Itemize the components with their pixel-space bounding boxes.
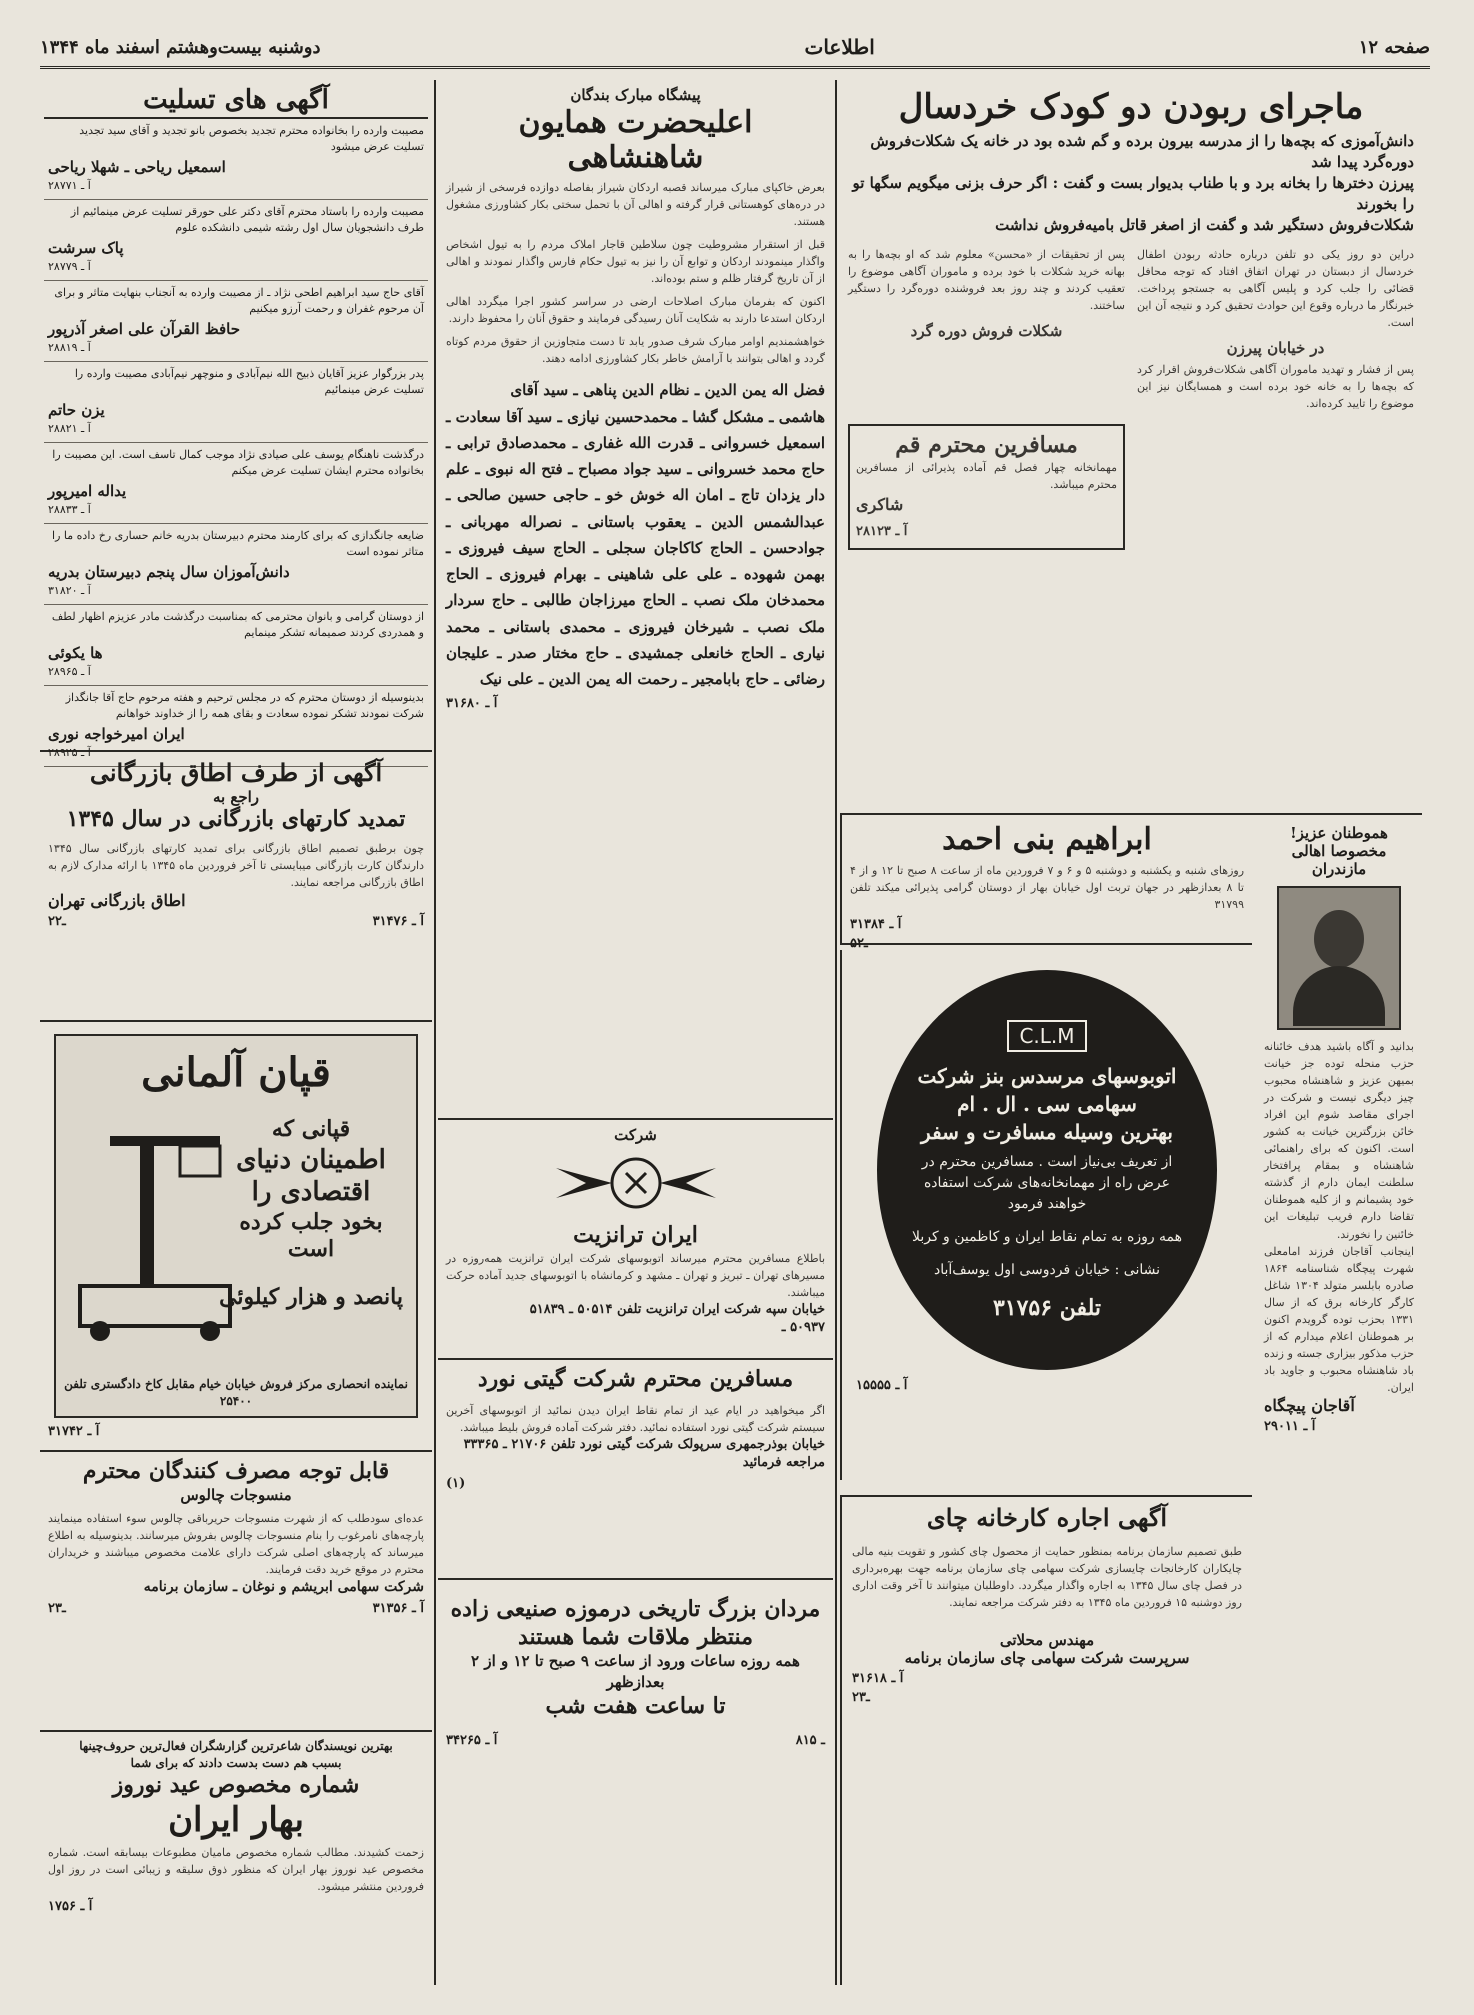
mazandaran-text-2: اینجانب آقاجان فرزند امامعلی شهرت پیچگاه شناسنامه ۱۸۶۴ صادره بابلسر متولد ۱۳۰۴ شاغل کارگر کارخانه برق که از سال ۱۳۳۱ بحزب توده گرویدم اکنون بر هموطنان اعلام میدارم که از حزب مذکور بیزاری جسته و زنده باد شاهنشاه محبوب و جاوید باد ایران. [1264,1244,1414,1394]
chamber-sub-2: تمدید کارتهای بازرگانی در سال ۱۳۴۵ [66,806,406,832]
iran-transit-title: شرکت [614,1126,657,1144]
condolence-item [44,443,428,524]
chalus-code: آ ـ ۳۱۳۵۶ [372,1601,424,1617]
chamber-code: آ ـ ۳۱۴۷۶ [372,913,424,929]
congratulation-text-1: بعرض خاکپای مبارک میرساند قصبه اردکان شیراز بفاصله دوازده فرسخی از شیراز در دره‌های کوهستانی قرار گرفته و اهالی آن با تحمل سختی بکار کشاورزی مشغول هستند. [446,181,825,229]
bahar-iran-ad [40,1732,432,1982]
tea-factory-text: طبق تصمیم سازمان برنامه بمنظور حمایت از محصول چای کشور و تقویت بنیه مالی چایکاران کارخانجات چایسازی شرکت سهامی چای سازمان برنامه جهت بهره‌برداری در فصل چای سال ۱۳۴۵ به اجاره واگذار میگردد. داوطلبان میتوانند تا آخر وقت اداری روز دوشنبه ۱۵ فروردین ماه ۱۳۴۵ به دفتر شرکت مراجعه نمایند. [852,1545,1242,1610]
bus-ad-oval [877,970,1217,1370]
museum-line-3: همه روزه ساعات ورود از ساعت ۹ صبح تا ۱۲ و از ۲ بعدازظهر [471,1652,800,1691]
condolence-text: پدر بزرگوار عزیز آقایان ذبیح الله نیم‌آبادی و منوچهر نیم‌آبادی مصیبت وارده را تسلیت عرض مینمائیم [74,366,424,396]
condolence-signer: دانش‌آموزان سال پنجم دبیرستان بدریه [48,562,290,581]
chalus-ref: ۲ـ۳ [48,1601,66,1617]
main-story-col-a-sub: در خیابان پیرزن [1226,339,1325,358]
iran-transit-address: خیابان سپه شرکت ایران ترانزیت تلفن ۵۰۵۱۴ ـ ۵۱۸۳۹ [529,1301,825,1317]
bahar-text: زحمت کشیدند. مطالب شماره مخصوص مامیان مطبوعات بیسابقه است. شماره مخصوص عید نوروز بهار ایران که منظور ذوق سلیقه و زیبائی است در روز اول فروردین منتشر میشود. [48,1846,424,1894]
congratulation-body [446,179,825,367]
center-column [438,80,833,1985]
museum-code-left: آ ـ ۳۴۲۶۵ [446,1732,498,1748]
condolence-signer: حافظ القرآن علی اصغر آذرپور [48,319,241,338]
giti-nord-ref: (۱) [446,1475,466,1491]
bus-ad [840,950,1252,1480]
condolence-code: آ ـ ۲۸۷۷۱ [48,179,91,192]
bus-ad-line-2: بهترین وسیله مسافرت و سفر [921,1119,1173,1144]
condolence-signer: اسمعیل ریاحی ـ شهلا ریاحی [48,157,226,176]
scale-ad-line-4: پانصد و هزار کیلوئی [219,1283,403,1310]
museum-line-1: مردان بزرگ تاریخی درموزه صنیعی زاده [450,1596,821,1622]
qom-guests-ad [848,424,1125,551]
condolence-text: آقای حاج سید ابراهیم اطحی نژاد ـ از مصیبت وارده به آنجناب بنهایت متاثر و برای آن مرحوم غفران و رحمت آرزو میکنیم [54,285,424,315]
chamber-of-commerce-ad [40,752,432,1022]
iran-transit-text: باطلاع مسافرین محترم میرساند اتوبوسهای شرکت ایران ترانزیت همه‌روزه در مسیرهای تهران ـ تبریز و تهران ـ مشهد و کرمانشاه با اتوبوسهای جدید آماده حرکت میباشند. [446,1251,825,1299]
portrait-head [1314,910,1364,968]
congratulation-code: آ ـ ۳۱۶۸۰ [446,696,498,712]
condolence-item [44,605,428,686]
condolence-signer: پاک سرشت [48,238,124,257]
condolence-item [44,362,428,443]
condolence-item [44,524,428,605]
ebrahim-title: ابراهیم بنی احمد [942,822,1152,857]
museum-line-2: منتظر ملاقات شما هستند [518,1623,753,1650]
page-number: صفحه ۱۲ [1358,36,1430,58]
main-story-subtitle-3: شکلات‌فروش دستگیر شد و گفت از اصغر قاتل بامیه‌فروش نداشت [995,216,1414,235]
chamber-sign: اطاق بازرگانی تهران [48,890,186,910]
qom-guests-code: آ ـ ۲۸۱۲۳ [856,523,908,539]
chamber-text: چون برطبق تصمیم اطاق بازرگانی برای تمدید کارتهای بازرگانی سال ۱۳۴۵ دارندگان کارت بازرگانی میبایستی تا آخر فروردین ماه ۱۳۴۵ با ارائه مدارک لازم به اطاق بازرگانی مراجعه نمایند. [48,841,424,889]
qom-guests-sign: شاکری [856,495,904,515]
congratulation-title: اعلیحضرت همایون شاهنشاهی [518,105,753,175]
condolence-text: ضایعه جانگدازی که برای کارمند محترم دبیرستان بدریه خانم حساری رخ داده ما را متاثر نموده است [52,528,424,558]
condolences-title: آگهی های تسلیت [44,84,428,119]
chalus-text: عده‌ای سودطلب که از شهرت منسوجات حریرباقی چالوس سوء استفاده مینمایند پارچه‌های نامرغوب را بنام منسوجات چالوس بفروش میرسانند. بدینوسیله به اطلاع میرساند که پارچه‌های اصلی شرکت دارای علامت مخصوص میباشند و خریداران محترم در موقع خرید دقت فرمایند. [48,1511,424,1576]
main-story-col-b: پس از تحقیقات از «محسن» معلوم شد که او بچه‌ها را به بهانه خرید شکلات با خود برده و ماموران آگاهی موضوع را تعقیب کردند و چند روز بعد فروشنده دوره‌گرد را دستگیر ساختند. [848,248,1125,313]
scale-ad-code: آ ـ ۳۱۷۴۲ [48,1424,100,1439]
bus-ad-code: آ ـ ۱۵۵۵۵ [856,1378,908,1393]
condolence-text: مصیبت وارده را بخانواده محترم تجدید بخصوص بانو تجدید و آقای سید تجدید تسلیت عرض میشود [79,123,424,153]
ebrahim-ad [840,815,1252,951]
tea-factory-ref: ۲ـ۳ [852,1690,870,1706]
condolence-signer: ها یکوئی [48,643,103,662]
condolence-code: آ ـ ۳۱۸۲۰ [48,584,91,597]
bus-ad-line-3: از تعریف بی‌نیاز است . مسافرین محترم در عرض راه از مهمانخانه‌های شرکت استفاده خواهند فرمود [921,1153,1173,1212]
condolence-code: آ ـ ۲۸۹۲۵ [48,746,91,759]
mazandaran-kicker: هموطنان عزیز! [1290,824,1388,842]
left-column [40,80,432,1985]
mazandaran-code: آ ـ ۲۹۰۱۱ [1264,1418,1316,1434]
condolence-item [44,281,428,362]
condolence-signer: یزن حاتم [48,400,105,419]
mazandaran-sign: آقاجان پیچگاه [1264,1395,1355,1415]
giti-nord-ad [438,1360,833,1580]
qom-guests-title: مسافرین محترم قم [895,431,1078,458]
mazandaran-title: مخصوصا اهالی مازندران [1291,842,1387,878]
congratulation-letter [438,80,833,1120]
congratulation-kicker: پیشگاه مبارک بندگان [570,86,701,104]
tea-factory-title: آگهی اجاره کارخانه چای [926,1503,1168,1532]
ebrahim-code: آ ـ ۳۱۳۸۴ [850,916,902,932]
main-story-body [848,246,1414,550]
condolence-text: بدینوسیله از دوستان محترم که در مجلس ترحیم و هفته مرحوم حاج آقا جانگداز شرکت نمودند تشکر نموده سعادت و بقای همه را از خداوند خواهانم [65,690,424,720]
portrait-shoulders [1293,966,1385,1026]
chalus-textile-ad [40,1452,432,1732]
scale-ad-footer: نماینده انحصاری مرکز فروش خیابان خیام مقابل کاخ دادگستری تلفن ۲۵۴۰۰ [64,1377,408,1409]
bahar-line-1: بهترین نویسندگان شاعرترین گزارشگران فعال‌ترین حروف‌چینها [79,1739,393,1753]
condolence-code: آ ـ ۲۸۸۲۱ [48,422,91,435]
tea-factory-code: آ ـ ۳۱۶۱۸ [852,1671,904,1687]
giti-nord-title: مسافرین محترم شرکت گیتی نورد [477,1366,794,1392]
museum-codes [446,1729,825,1748]
museum-ad [438,1580,833,1795]
main-story-col-c: پس از فشار و تهدید ماموران آگاهی شکلات‌فروش اقرار کرد که بچه‌ها را به خانه خود برده است و همسایگان نیز این موضوع را تایید کرده‌اند. [1137,362,1414,410]
main-story-subtitle-1: دانش‌آموزی که بچه‌ها را از مدرسه بیرون برده و گم شده بود در خانه یک شکلات‌فروش دوره‌گرد پیدا شد [870,132,1414,172]
museum-line-4: تا ساعت هفت شب [545,1693,726,1719]
clm-logo: C.L.M [1007,1020,1086,1052]
portrait-photo [1277,886,1401,1030]
scale-ad-line-2: اطمینان دنیای اقتصادی را [236,1144,386,1207]
chalus-codes [48,1597,424,1616]
tea-factory-ad [840,1495,1252,1985]
condolence-code: آ ـ ۲۸۹۶۵ [48,665,91,678]
scale-ad-brand: قپان آلمانی [141,1049,331,1096]
scale-ad [40,1022,432,1452]
condolence-code: آ ـ ۲۸۸۱۹ [48,341,91,354]
scale-ad-art [54,1034,418,1418]
column-rule-right [835,80,837,1985]
museum-code-right: ۸ـ ۱۵ [795,1732,825,1748]
condolence-signer: ایران امیرخواجه نوری [48,724,185,743]
winged-logo-icon [546,1148,726,1218]
iran-transit-brand: ایران ترانزیت [573,1222,698,1248]
congratulation-text-3: اکنون که بفرمان مبارک اصلاحات ارضی در سراسر کشور اجرا میگردد اهالی اردکان استدعا دارند به شکایت آنان رسیدگی فرمایند و حقوق آنان را محفوظ دارند. [446,295,825,326]
chamber-sub-1: راجع به [212,788,260,806]
ebrahim-ref: ۵ـ۲ [850,935,868,951]
iran-transit-phone-2: ۵۰۹۳۷ ـ [781,1319,825,1335]
scale-ad-copy [216,1116,406,1311]
chamber-title: آگهی از طرف اطاق بازرگانی [89,758,383,787]
condolence-code: آ ـ ۲۸۷۷۹ [48,260,91,273]
column-rule-left [434,80,436,1985]
bus-ad-tel: تلفن ۳۱۷۵۶ [992,1294,1102,1321]
main-story [840,80,1422,815]
chamber-ref: ۲ـ۲ [48,913,66,929]
tea-factory-sign-2: سرپرست شرکت سهامی چای سازمان برنامه [904,1649,1190,1668]
main-story-col-a: دراین دو روز یکی دو تلفن درباره حادثه ربودن اطفال خردسال از دبستان در تهران اتفاق افتاد که توجه محافل قضائی را جلب کرد و پلیس آگاهی به جستجو پرداخت. خبرنگار ما درباره وقوع این حوادث تحقیق کرد و نتیجه آن این است. [1137,248,1414,330]
scale-illustration-icon [70,1116,240,1346]
congratulation-text-4: خواهشمندیم اوامر مبارک شرف صدور یابد تا دست متجاوزین از حقوق مردم کوتاه گردد و اهالی بتوانند با آرامش خاطر بکار کشاورزی ادامه دهند. [446,335,825,366]
chalus-title: قابل توجه مصرف کنندگان محترم [82,1458,390,1484]
condolences-section [40,80,432,759]
condolence-item [44,119,428,200]
condolence-text: مصیبت وارده را باستاد محترم آقای دکتر علی حورقر تسلیت عرض مینمائیم از طرف دانشجویان سال اول رشته شیمی دانشکده علوم [70,204,424,234]
right-column [840,80,1422,1985]
page-header [40,28,1430,69]
bus-ad-line-4: همه روزه به تمام نقاط ایران و کاظمین و کربلا [911,1228,1183,1245]
mazandaran-text: بدانید و آگاه باشید هدف خائنانه حزب منحله توده جز خیانت بمیهن عزیز و شاهنشاه محبوب چیز دیگری نیست و شرکت در اجرای مقاصد شوم این افراد خائن بزرگترین خیانت به کشور است. اکنون که برای راهنمائی شاهنشاه و بمقام پرافتخار سلطنت ایمان دارم از گذشته خود پشیمانم و از کلیه هموطنان تقاضا دارم فریب تبلیغات این خائنین را نخورند. [1264,1040,1414,1241]
condolence-text: از دوستان گرامی و بانوان محترمی که بمناسبت درگذشت مادر عزیزم اظهار لطف و همدردی کردند صمیمانه تشکر مینمایم [51,609,424,639]
signatories-list: هاشمی ـ مشکل گشا ـ محمدحسین نیازی ـ سید آقا سعادت ـ اسمعیل خسروانی ـ قدرت الله غفاری ـ محمدصادق ترابی ـ حاج محمد خسروانی ـ سید جواد مصباح ـ فتح اله نبوی ـ علم دار یزدان تاج ـ امان اله خوش خو ـ حاجی حسین صالحی ـ عبدالشمس الدین ـ یعقوب باستانی ـ نصراله مهربانی ـ جوادحسن ـ الحاج کاکاجان سجلی ـ الحاج سیف فیروزی ـ بهمن شهوده ـ علی علی شاهینی ـ بهرام فیروزی ـ الحاج محمدخان ملک نصب ـ الحاج میرزاجان طالبی ـ حاج سردار ملک نصب ـ شیرخان فیروزی ـ محمدی باستانی ـ محمد نیاری ـ الحاج خانعلی جمشیدی ـ حاج مختار صدر ـ علیجان رضائی ـ حاج بابامجیر ـ رحمت اله یمن الدین ـ علی نیک [446,407,825,689]
main-story-title: ماجرای ربودن دو کودک خردسال [898,87,1364,127]
paper-name: اطلاعات [804,35,875,59]
congratulation-text-2: قبل از استقرار مشروطیت چون سلاطین قاجار املاک مردم را به تیول اشخاص واگذار مینمودند اردکان و توابع آن را نیز به تیول حکام فارس واگذار نمودند و اهالی از آن تاریخ گرفتار ظلم و ستم بوده‌اند. [446,238,825,286]
chalus-sign: شرکت سهامی ابریشم و نوغان ـ سازمان برنامه [143,1578,424,1595]
ebrahim-text: روزهای شنبه و یکشنبه و دوشنبه ۵ و ۶ و ۷ فروردین ماه از ساعت ۸ صبح تا ۱۲ و از ۴ تا ۸ بعدازظهر در جهان‌ تربت اول خیابان بهار از دوستان گرامی پذیرائی میکند تلفن ۳۱۷۹۹ [850,863,1245,911]
scale-ad-line-3: بخود جلب کرده است [239,1208,383,1262]
bahar-line-3: شماره مخصوص عید نوروز [112,1771,360,1798]
scale-ad-line-1: قپانی که [271,1116,351,1142]
main-story-col-b-sub: شکلات فروش دوره گرد [910,322,1063,341]
giti-nord-address: خیابان بوذرجمهری سرپولک شرکت گیتی نورد تلفن ۲۱۷۰۶ ـ ۳۳۳۶۵ مراجعه فرمائید [463,1436,825,1470]
bahar-title: بهار ایران [168,1800,304,1841]
bus-ad-line-5: نشانی : خیابان فردوسی اول یوسف‌آباد [933,1261,1161,1278]
giti-nord-text: اگر میخواهید در ایام عید از تمام نقاط ایران دیدن نمائید از اتوبوسهای آخرین سیستم شرکت گیتی نورد استفاده نمائید. دفتر شرکت آماده فروش بلیط میباشد. [446,1403,825,1434]
bahar-line-2: بسبب هم دست بدست دادند که برای شما [130,1755,342,1770]
condolence-signer: یداله امیرپور [48,481,127,500]
chamber-codes [48,910,424,929]
issue-date: دوشنبه بیست‌وهشتم اسفند ماه ۱۳۴۴ [40,36,321,58]
signatories-head: فضل اله یمن الدین ـ نظام الدین پناهی ـ سید آقای [510,381,825,400]
condolence-item [44,200,428,281]
bus-ad-line-1: اتوبوسهای مرسدس بنز شرکت سهامی سی . ال . ام [917,1063,1177,1116]
mazandaran-notice [1256,820,1422,1985]
chalus-sub: منسوجات چالوس [180,1485,292,1504]
tea-factory-sign-1: مهندس محلاتی [999,1631,1095,1650]
condolence-list [44,119,428,767]
qom-guests-text: مهمانخانه چهار فصل قم آماده پذیرائی از مسافرین محترم میباشد. [856,461,1117,492]
iran-transit-ad [438,1120,833,1360]
condolence-text: درگذشت ناهنگام یوسف علی صیادی نژاد موجب کمال تاسف است. این مصیبت را بخانواده محترم ایشان تسلیت عرض میکنم [52,447,424,477]
condolence-code: آ ـ ۲۸۸۳۳ [48,503,91,516]
main-story-subtitle-2: پیرزن دختر‌ها را بخانه برد و با طناب بدیوار بست و گفت : اگر حرف بزنی میگویم سگها تو را بخورند [852,174,1414,214]
bahar-code: آ ـ ۱۷۵۶ [48,1899,93,1915]
